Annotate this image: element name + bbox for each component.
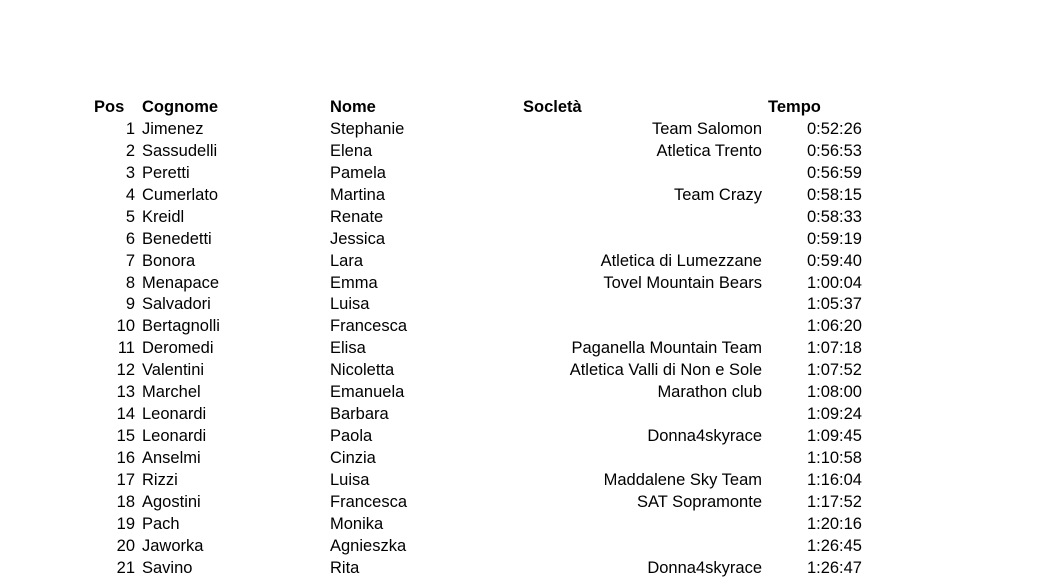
cell-societa: Atletica Valli di Non e Sole (569, 361, 762, 380)
cell-pos: 1 (125, 119, 135, 138)
cell-pos: 17 (116, 470, 135, 489)
cell-pos: 7 (125, 251, 135, 270)
cell-cognome: Jimenez (142, 119, 204, 138)
cell-nome: Francesca (330, 317, 408, 336)
cell-societa: Team Crazy (673, 185, 762, 204)
cell-pos: 13 (116, 383, 135, 402)
table-row (0, 163, 1058, 185)
cell-nome: Elena (330, 141, 373, 160)
table-row (0, 382, 1058, 404)
cell-societa: Maddalene Sky Team (603, 470, 762, 489)
cell-tempo: 1:09:24 (806, 405, 862, 424)
cell-pos: 11 (117, 339, 135, 358)
table-row (0, 470, 1058, 492)
cell-tempo: 1:05:37 (806, 295, 862, 314)
table-row (0, 294, 1058, 316)
table-row (0, 404, 1058, 426)
cell-cognome: Sassudelli (142, 141, 218, 160)
cell-nome: Rita (330, 558, 360, 577)
cell-nome: Pamela (330, 163, 386, 182)
results-rows (0, 119, 1058, 580)
cell-cognome: Marchel (142, 383, 201, 402)
table-row (0, 273, 1058, 295)
cell-societa: Team Salomon (651, 119, 762, 138)
cell-cognome: Jaworka (142, 536, 204, 555)
cell-nome: Martina (330, 185, 386, 204)
cell-pos: 9 (125, 295, 135, 314)
cell-pos: 4 (125, 185, 135, 204)
cell-tempo: 1:00:04 (806, 273, 862, 292)
cell-nome: Emma (330, 273, 378, 292)
cell-nome: Elisa (330, 339, 366, 358)
cell-nome: Renate (330, 207, 384, 226)
cell-nome: Agnieszka (330, 536, 407, 555)
cell-pos: 20 (116, 536, 135, 555)
table-row (0, 251, 1058, 273)
cell-nome: Jessica (330, 229, 386, 248)
cell-pos: 10 (116, 317, 135, 336)
cell-societa: SAT Sopramonte (636, 492, 762, 511)
cell-societa: Paganella Mountain Team (571, 339, 762, 358)
table-row (0, 536, 1058, 558)
table-row (0, 229, 1058, 251)
cell-tempo: 1:17:52 (806, 492, 862, 511)
cell-pos: 18 (116, 492, 135, 511)
cell-tempo: 1:07:52 (806, 361, 862, 380)
cell-tempo: 1:08:00 (806, 383, 862, 402)
cell-pos: 3 (125, 163, 135, 182)
cell-cognome: Deromedi (142, 339, 214, 358)
cell-pos: 8 (125, 273, 135, 292)
cell-nome: Francesca (330, 492, 408, 511)
cell-tempo: 1:20:16 (806, 514, 862, 533)
cell-nome: Emanuela (330, 383, 405, 402)
cell-tempo: 0:59:19 (806, 229, 862, 248)
table-row (0, 360, 1058, 382)
cell-pos: 19 (116, 514, 135, 533)
cell-nome: Monika (330, 514, 384, 533)
cell-tempo: 1:16:04 (806, 470, 862, 489)
cell-cognome: Bertagnolli (142, 317, 220, 336)
header-tempo: Tempo (768, 98, 821, 116)
header-row (0, 97, 1058, 119)
cell-tempo: 1:09:45 (806, 427, 862, 446)
cell-tempo: 1:26:45 (806, 536, 862, 555)
table-row (0, 448, 1058, 470)
cell-nome: Barbara (330, 405, 389, 424)
cell-tempo: 0:58:33 (806, 207, 862, 226)
cell-cognome: Salvadori (142, 295, 211, 314)
cell-tempo: 0:56:53 (806, 141, 862, 160)
cell-tempo: 1:26:47 (806, 558, 862, 577)
table-row (0, 207, 1058, 229)
cell-cognome: Leonardi (142, 427, 207, 446)
cell-nome: Stephanie (330, 119, 405, 138)
cell-cognome: Benedetti (142, 229, 212, 248)
table-row (0, 141, 1058, 163)
cell-tempo: 0:58:15 (806, 185, 862, 204)
cell-nome: Luisa (330, 470, 370, 489)
cell-societa: Donna4skyrace (647, 427, 762, 446)
cell-cognome: Agostini (142, 492, 201, 511)
cell-pos: 12 (116, 361, 135, 380)
cell-nome: Paola (330, 427, 373, 446)
cell-tempo: 1:07:18 (806, 339, 862, 358)
cell-pos: 6 (125, 229, 135, 248)
header-nome: Nome (330, 98, 376, 116)
table-row (0, 119, 1058, 141)
cell-nome: Nicoletta (330, 361, 395, 380)
cell-societa: Atletica Trento (656, 141, 762, 160)
cell-cognome: Leonardi (142, 405, 207, 424)
cell-cognome: Cumerlato (142, 185, 219, 204)
cell-cognome: Kreidl (142, 207, 185, 226)
cell-cognome: Savino (142, 558, 193, 577)
cell-nome: Lara (330, 251, 364, 270)
cell-cognome: Peretti (142, 163, 190, 182)
cell-societa: Marathon club (657, 383, 762, 402)
cell-pos: 5 (125, 207, 135, 226)
cell-tempo: 1:06:20 (806, 317, 862, 336)
cell-pos: 15 (116, 427, 135, 446)
cell-nome: Luisa (330, 295, 370, 314)
cell-pos: 2 (125, 141, 135, 160)
cell-pos: 21 (116, 558, 135, 577)
cell-cognome: Anselmi (142, 449, 201, 467)
cell-cognome: Rizzi (142, 470, 178, 489)
cell-cognome: Menapace (142, 273, 220, 292)
table-row (0, 185, 1058, 207)
table-row (0, 426, 1058, 448)
cell-societa: Tovel Mountain Bears (603, 273, 762, 292)
cell-societa: Atletica di Lumezzane (600, 251, 762, 270)
table-row (0, 492, 1058, 514)
header-societa: Socletà (523, 98, 582, 116)
cell-pos: 14 (116, 405, 135, 424)
cell-cognome: Pach (142, 514, 180, 533)
table-row (0, 514, 1058, 536)
table-row (0, 338, 1058, 360)
table-row (0, 558, 1058, 580)
cell-nome: Cinzia (330, 449, 376, 467)
cell-tempo: 0:56:59 (806, 163, 862, 182)
cell-societa: Donna4skyrace (647, 558, 762, 577)
table-row (0, 316, 1058, 338)
cell-tempo: 0:59:40 (806, 251, 862, 270)
cell-cognome: Valentini (142, 361, 205, 380)
cell-pos: 16 (116, 449, 135, 467)
header-pos: Pos (94, 98, 125, 116)
cell-tempo: 0:52:26 (806, 119, 862, 138)
cell-cognome: Bonora (142, 251, 196, 270)
cell-tempo: 1:10:58 (806, 449, 862, 467)
header-cognome: Cognome (142, 98, 219, 116)
results-table (0, 97, 1058, 580)
